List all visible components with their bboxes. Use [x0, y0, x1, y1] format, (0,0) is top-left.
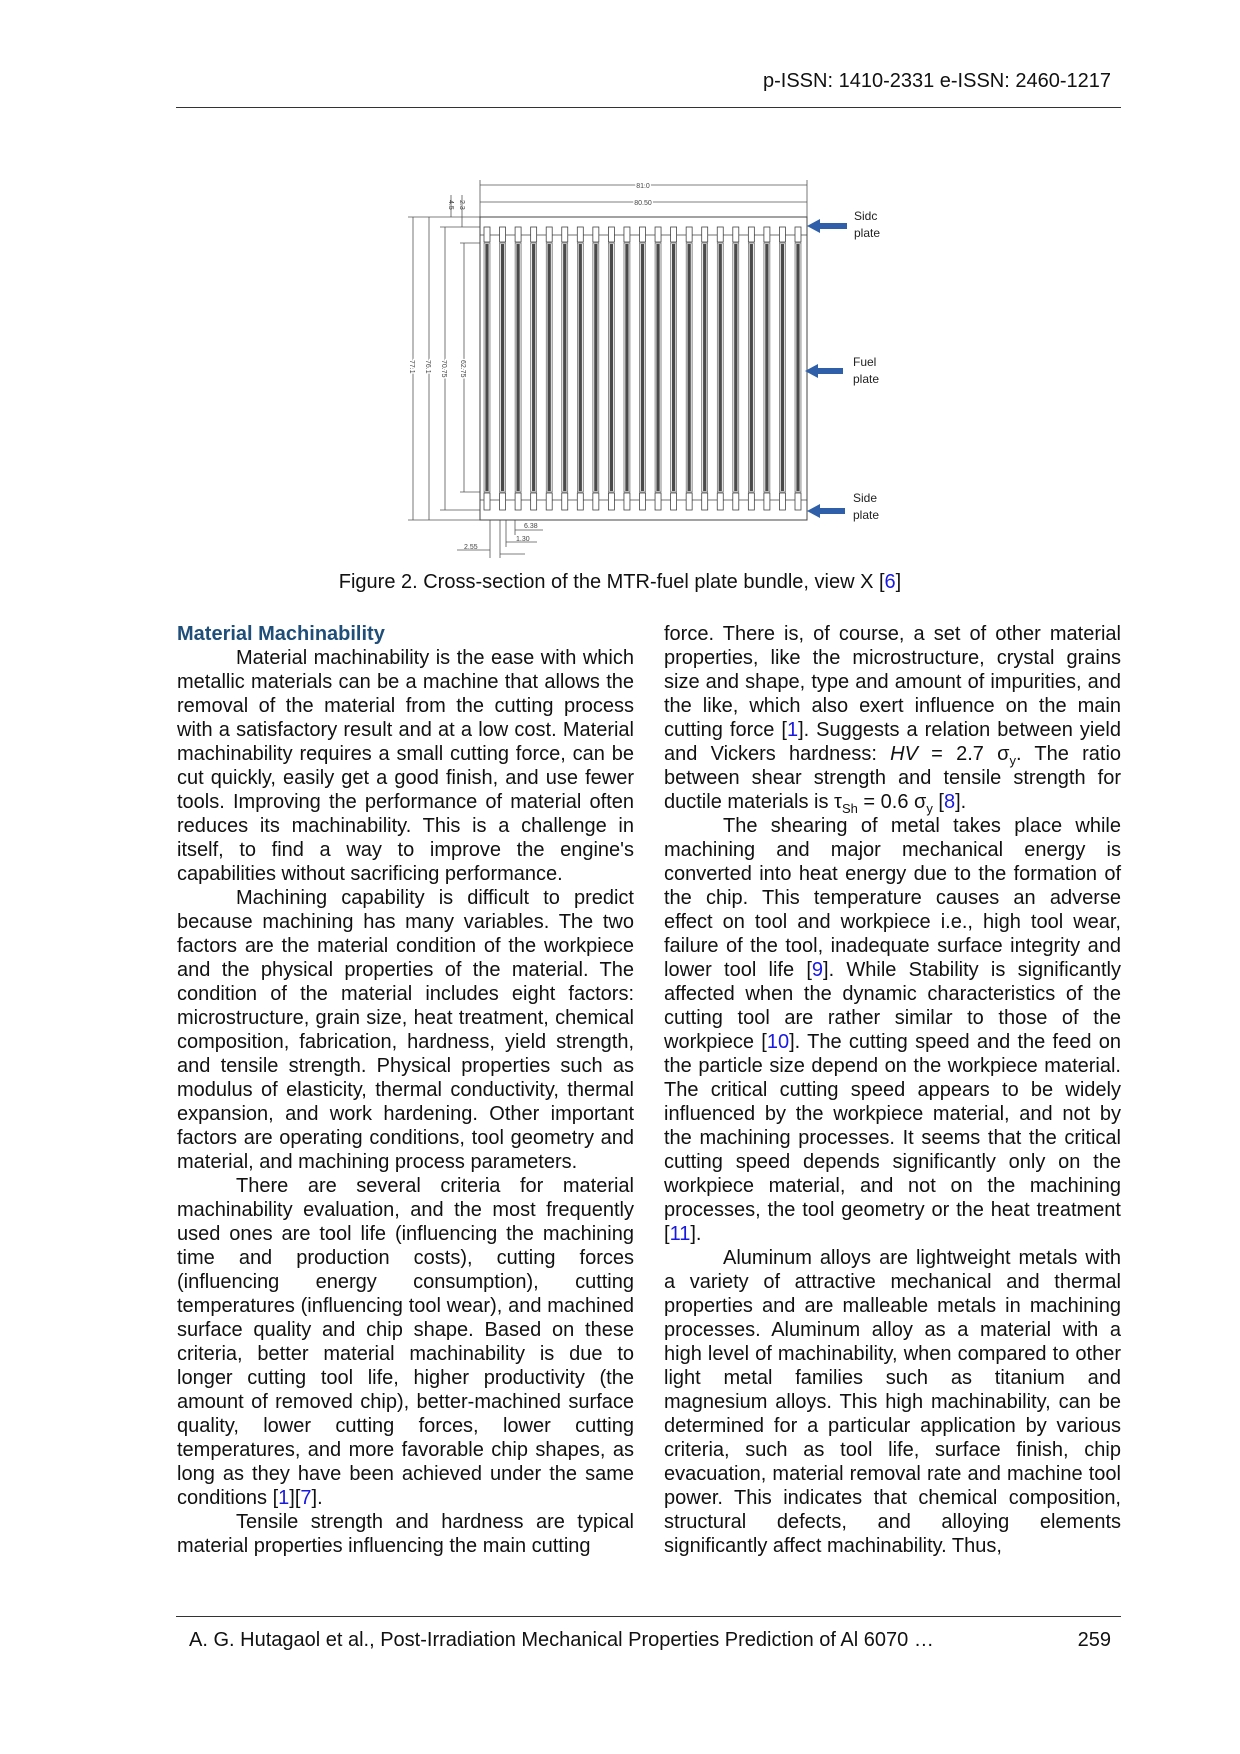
text-run: [ — [932, 791, 944, 813]
footer-rule — [176, 1616, 1121, 1617]
text-run: Tensile strength and hardness are typical material properties influencing the main cutting — [177, 1511, 634, 1557]
plate-top-cap — [779, 227, 785, 242]
label-side-plate-top: Sidc — [854, 209, 878, 223]
text-run: Aluminum alloys are lightweight metals with a variety of attractive mechanical and thermal properties and are malleable metals in machining processes. Aluminum alloy as a material with a high level of machinability, when compared to other light metal families such as titanium and magnesium alloys. This high machinability, can be determined for a particular application by various criteria, such as tool life, surface finish, chip evacuation, material removal rate and machine tool power. This indicates that chemical composition, structural defects, and alloying elements significantly affect machinability. Thus, — [664, 1247, 1121, 1557]
text-run: The shearing of metal takes place while machining and major mechanical energy is converted into heat energy due to the formation of the chip. This temperature causes an adverse effect on tool and workpiece i.e., high tool wear, failure of the tool, inadequate surface integrity and lower tool life [ — [664, 815, 1121, 981]
dim-77-1: 77.1 — [408, 360, 415, 374]
fuel-meat — [563, 244, 566, 491]
fuel-meat — [517, 244, 520, 491]
plate-bottom-cap — [764, 493, 770, 510]
plate-top-cap — [686, 227, 692, 242]
subscript: y — [1009, 753, 1016, 768]
plate-bottom-cap — [577, 493, 583, 510]
fuel-meat — [688, 244, 691, 491]
plate-bottom-cap — [608, 493, 614, 510]
plate-bottom-cap — [671, 493, 677, 510]
fuel-meat — [796, 244, 799, 491]
fuel-meat — [734, 244, 737, 491]
text-run: = 2.7 σ — [917, 743, 1010, 765]
fuel-meat — [485, 244, 488, 491]
fuel-meat — [579, 244, 582, 491]
citation-link[interactable]: 7 — [300, 1487, 312, 1509]
plate-top-cap — [733, 227, 739, 242]
issn-header: p-ISSN: 1410-2331 e-ISSN: 2460-1217 — [763, 70, 1111, 92]
fuel-meat — [719, 244, 722, 491]
plate-top-cap — [624, 227, 630, 242]
fuel-meat — [610, 244, 613, 491]
fuel-meat — [641, 244, 644, 491]
plate-top-cap — [484, 227, 490, 242]
paragraph — [177, 1174, 634, 1510]
plate-bottom-cap — [748, 493, 754, 510]
plate-top-cap — [515, 227, 521, 242]
fuel-meat — [703, 244, 706, 491]
citation-link[interactable]: 8 — [944, 791, 956, 813]
plate-top-cap — [795, 227, 801, 242]
plate-bottom-cap — [686, 493, 692, 510]
label-fuel-plate: Fuel — [853, 355, 877, 369]
paragraph — [664, 1246, 1121, 1558]
page-number: 259 — [1077, 1629, 1111, 1651]
text-run: Material machinability is the ease with which metallic materials can be a machine that allows the removal of the material from the cutting process with a satisfactory result and at a low cost. Material machinability requires a small cutting force, can be cut quickly, easily get a good finish, and use fewer tools. Improving the performance of material often reduces its machinability. This is a challenge in itself, to find a way to improve the engine's capabilities without sacrificing performance. — [177, 647, 634, 885]
fuel-meat — [765, 244, 768, 491]
plate-top-cap — [593, 227, 599, 242]
plate-top-cap — [702, 227, 708, 242]
section-heading: Material Machinability — [177, 623, 385, 645]
paragraph — [177, 1510, 634, 1558]
plate-top-cap — [500, 227, 506, 242]
fuel-plates — [484, 227, 801, 510]
label-side-plate-bottom-2: plate — [853, 508, 880, 522]
plate-bottom-cap — [484, 493, 490, 510]
arrow-left-icon — [805, 364, 843, 378]
label-side-plate-top-2: plate — [854, 226, 881, 240]
plate-bottom-cap — [779, 493, 785, 510]
fuel-meat — [781, 244, 784, 491]
citation-link[interactable]: 11 — [669, 1223, 691, 1245]
subscript: y — [926, 801, 933, 816]
fuel-meat — [656, 244, 659, 491]
dim-6-38: 6.38 — [524, 523, 538, 530]
label-fuel-plate-2: plate — [853, 372, 880, 386]
text-run: force. There is, of course, a set of other material properties, like the microstructure, crystal grains size and shape, type and amount of impurities, and the like, which also exert influence on the main cutting force [ — [664, 623, 1121, 741]
left-column — [177, 622, 634, 1558]
text-run: ]. The cutting speed and the feed on the particle size depend on the workpiece material. The critical cutting speed appears to be widely influenced by the workpiece material, and not by the machining processes. It seems that the critical cutting speed depends significantly only on the workpiece material, and not on the machining processes, the tool geometry or the heat treatment [ — [664, 1031, 1122, 1245]
plate-bottom-cap — [717, 493, 723, 510]
text-run: = 0.6 σ — [857, 791, 927, 813]
text-run: ]. — [955, 791, 967, 813]
right-column — [664, 622, 1121, 1558]
dim-62-75: 62.75 — [459, 360, 466, 378]
text-run: ]. Suggests a relation between yield and Vickers hardness: — [664, 719, 1121, 765]
plate-bottom-cap — [546, 493, 552, 510]
arrow-left-icon — [807, 219, 847, 233]
dim-76-1: 76.1 — [424, 360, 431, 374]
left-paragraphs — [177, 646, 634, 1558]
fuel-meat — [501, 244, 504, 491]
citation-link[interactable]: 1 — [278, 1487, 290, 1509]
plate-bottom-cap — [640, 493, 646, 510]
fuel-meat — [672, 244, 675, 491]
plate-bottom-cap — [515, 493, 521, 510]
plate-bottom-cap — [500, 493, 506, 510]
fuel-plate-bundle-figure — [400, 170, 900, 570]
right-paragraphs — [664, 622, 1121, 1558]
plate-top-cap — [608, 227, 614, 242]
arrows — [805, 219, 847, 518]
plate-top-cap — [640, 227, 646, 242]
subscript: Sh — [841, 801, 858, 816]
plate-bottom-cap — [562, 493, 568, 510]
text-run: ]. — [690, 1223, 702, 1245]
paragraph — [177, 886, 634, 1174]
figure-caption — [0, 571, 1240, 594]
text-run: Machining capability is difficult to predict because machining has many variables. The two factors are the material condition of the workpiece and the physical properties of the material. The condition of the material includes eight factors: microstructure, grain size, heat treatment, chemical composition, fabrication, hardness, yield strength, and tensile strength. Physical properties such as modulus of elasticity, thermal conductivity, thermal expansion, and work hardening. Other important factors are operating conditions, tool geometry and material, and machining process parameters. — [177, 887, 634, 1173]
dim-1-30: 1.30 — [516, 536, 530, 543]
fuel-meat — [532, 244, 535, 491]
citation-link[interactable]: 6 — [884, 571, 896, 593]
text-run: ][ — [289, 1487, 301, 1509]
citation-link[interactable]: 1 — [786, 719, 799, 741]
plate-bottom-cap — [593, 493, 599, 510]
citation-link[interactable]: 9 — [811, 959, 824, 981]
plate-top-cap — [546, 227, 552, 242]
plate-top-cap — [764, 227, 770, 242]
footer-citation: A. G. Hutagaol et al., Post-Irradiation Mechanical Properties Prediction of Al 6070 … — [189, 1629, 934, 1651]
plate-top-cap — [671, 227, 677, 242]
fuel-meat — [548, 244, 551, 491]
text-run: . The ratio between shear strength and tensile strength for ductile materials is τ — [664, 743, 1122, 813]
citation-link[interactable]: 10 — [766, 1031, 790, 1053]
text-run: ]. — [311, 1487, 323, 1509]
paragraph — [664, 622, 1121, 814]
plate-bottom-cap — [655, 493, 661, 510]
dim-4-5: 4.5 — [447, 200, 454, 210]
fuel-meat — [750, 244, 753, 491]
dim-70-75: 70.75 — [440, 360, 447, 378]
dim-2-55: 2.55 — [464, 544, 478, 551]
plate-bottom-cap — [702, 493, 708, 510]
plate-top-cap — [577, 227, 583, 242]
fuel-meat — [625, 244, 628, 491]
plate-bottom-cap — [795, 493, 801, 510]
plate-bottom-cap — [624, 493, 630, 510]
plate-top-cap — [531, 227, 537, 242]
plate-bottom-cap — [733, 493, 739, 510]
label-side-plate-bottom: Side — [853, 491, 878, 505]
text-run: ]. While Stability is significantly affected when the dynamic characteristics of the cutting tool are rather similar to those of the workpiece [ — [664, 959, 1121, 1053]
fuel-meat — [594, 244, 597, 491]
caption-text: Figure 2. Cross-section of the MTR-fuel plate bundle, view X [ — [338, 571, 885, 593]
plate-top-cap — [717, 227, 723, 242]
plate-top-cap — [562, 227, 568, 242]
plate-bottom-cap — [531, 493, 537, 510]
paragraph — [664, 814, 1121, 1246]
plate-top-cap — [748, 227, 754, 242]
arrow-left-icon — [807, 504, 845, 518]
caption-text-end: ] — [895, 571, 902, 593]
dim-2-3: 2.3 — [458, 200, 465, 210]
paragraph — [177, 646, 634, 886]
plate-top-cap — [655, 227, 661, 242]
text-run: There are several criteria for material machinability evaluation, and the most frequently used ones are tool life (influencing the machining time and production costs), cutting forces (influencing energy consumption), cutting temperatures (influencing tool wear), and machined surface quality and chip shape. Based on these criteria, better material machinability is due to longer cutting tool life, higher productivity (the amount of removed chip), better-machined surface quality, lower cutting forces, lower cutting temperatures, and more favorable chip shapes, as long as they have been achieved under the same conditions [ — [177, 1175, 634, 1509]
header-rule — [176, 107, 1121, 108]
dim-81: 81.0 — [636, 183, 650, 190]
dim-80-50: 80.50 — [634, 200, 652, 207]
text-run: HV — [890, 743, 918, 765]
